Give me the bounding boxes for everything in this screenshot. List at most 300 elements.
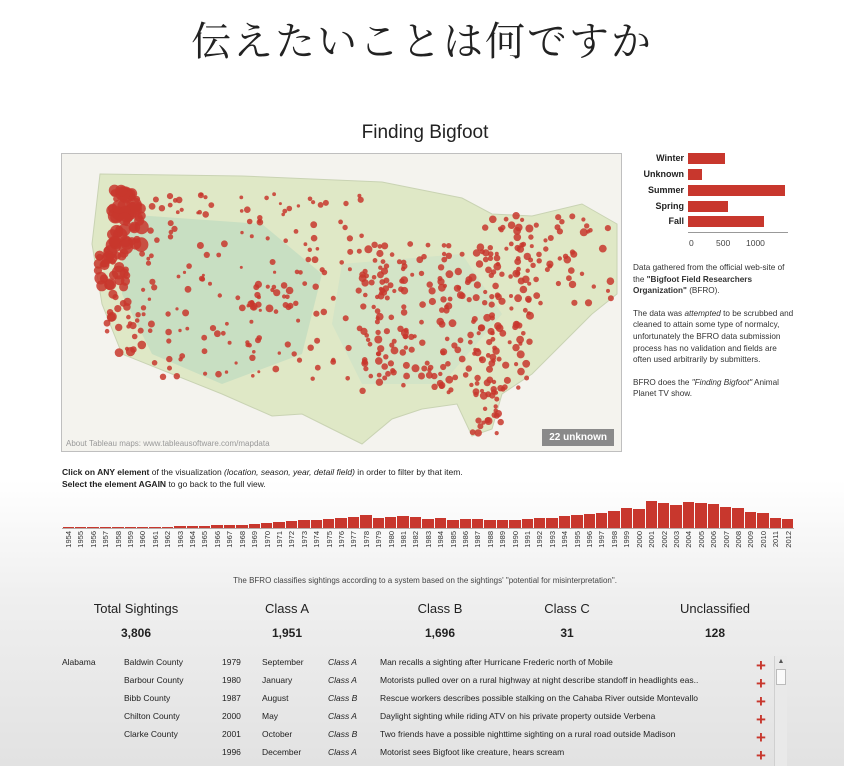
sighting-dot[interactable] (528, 258, 533, 263)
sighting-dot[interactable] (149, 279, 155, 285)
sighting-dot[interactable] (118, 212, 131, 225)
year-bar-1972[interactable] (286, 521, 297, 528)
sightings-map[interactable] (61, 153, 622, 452)
sighting-dot[interactable] (202, 211, 209, 218)
sighting-dot[interactable] (605, 225, 611, 231)
sighting-dot[interactable] (483, 407, 487, 411)
year-bar-2006[interactable] (708, 504, 719, 528)
sighting-dot[interactable] (182, 309, 189, 316)
sighting-dot[interactable] (272, 285, 277, 290)
sighting-dot[interactable] (494, 404, 498, 408)
sighting-dot[interactable] (363, 293, 368, 298)
sighting-dot[interactable] (348, 267, 352, 271)
sighting-dot[interactable] (558, 256, 562, 260)
sighting-dot[interactable] (165, 329, 172, 336)
sighting-dot[interactable] (273, 289, 280, 296)
season-label-spring[interactable]: Spring (655, 201, 684, 211)
sighting-dot[interactable] (483, 257, 489, 263)
sighting-dot[interactable] (534, 223, 539, 228)
sighting-dot[interactable] (521, 331, 526, 336)
sighting-dot[interactable] (419, 320, 424, 325)
sighting-dot[interactable] (523, 308, 528, 313)
year-bar-1990[interactable] (509, 520, 520, 528)
sighting-dot[interactable] (215, 371, 222, 378)
sighting-dot[interactable] (522, 360, 530, 368)
sighting-dot[interactable] (592, 284, 596, 288)
sighting-dot[interactable] (429, 287, 436, 294)
sighting-dot[interactable] (472, 351, 476, 355)
sighting-dot[interactable] (160, 374, 166, 380)
sighting-dot[interactable] (197, 210, 202, 215)
sighting-dot[interactable] (361, 360, 368, 367)
sighting-dot[interactable] (508, 340, 512, 344)
sighting-dot[interactable] (378, 244, 383, 249)
sighting-dot[interactable] (278, 351, 281, 354)
sighting-dot[interactable] (438, 264, 444, 270)
sighting-dot[interactable] (168, 220, 174, 226)
sighting-dot[interactable] (494, 409, 498, 413)
year-tick-label[interactable]: 1980 (386, 531, 396, 548)
table-row[interactable] (62, 747, 768, 765)
sighting-dot[interactable] (439, 384, 444, 389)
sighting-dot[interactable] (571, 300, 577, 306)
sighting-dot[interactable] (316, 247, 320, 251)
sighting-dot[interactable] (495, 294, 502, 301)
year-bar-1955[interactable] (75, 527, 86, 528)
year-bar-1975[interactable] (323, 519, 334, 528)
table-row[interactable] (62, 693, 768, 711)
sighting-dot[interactable] (442, 252, 446, 256)
year-bar-1967[interactable] (224, 525, 235, 528)
sighting-dot[interactable] (403, 373, 410, 380)
sighting-dot[interactable] (391, 369, 397, 375)
year-bar-1982[interactable] (410, 517, 421, 528)
sighting-dot[interactable] (512, 212, 519, 219)
sighting-dot[interactable] (165, 311, 170, 316)
sighting-dot[interactable] (306, 257, 312, 263)
sighting-dot[interactable] (379, 287, 383, 291)
sighting-dot[interactable] (457, 291, 464, 298)
sighting-dot[interactable] (537, 258, 542, 263)
sighting-dot[interactable] (168, 234, 173, 239)
sighting-dot[interactable] (270, 259, 276, 265)
sighting-dot[interactable] (135, 312, 140, 317)
year-tick-label[interactable]: 1975 (324, 531, 334, 548)
year-bar-2000[interactable] (633, 509, 644, 529)
sighting-dot[interactable] (492, 283, 499, 290)
year-bar-1973[interactable] (298, 520, 309, 528)
year-bar-1956[interactable] (87, 527, 98, 528)
cell-year[interactable]: 1987 (222, 693, 241, 703)
cell-year[interactable]: 2000 (222, 711, 241, 721)
sighting-dot[interactable] (494, 322, 502, 330)
year-bar-1966[interactable] (211, 525, 222, 528)
sighting-dot[interactable] (438, 276, 443, 281)
sighting-dot[interactable] (168, 203, 173, 208)
year-tick-label[interactable]: 1976 (336, 531, 346, 548)
sighting-dot[interactable] (174, 373, 180, 379)
sighting-dot[interactable] (383, 354, 388, 359)
year-tick-label[interactable]: 2007 (721, 531, 731, 548)
sighting-dot[interactable] (459, 356, 466, 363)
sighting-dot[interactable] (517, 368, 525, 376)
sighting-dot[interactable] (445, 376, 453, 384)
sighting-dot[interactable] (391, 347, 399, 355)
unknown-location-badge[interactable]: 22 unknown (542, 429, 614, 446)
sighting-dot[interactable] (439, 321, 446, 328)
sighting-dot[interactable] (282, 209, 287, 214)
sighting-dot[interactable] (473, 294, 480, 301)
sighting-dot[interactable] (404, 328, 409, 333)
sighting-dot[interactable] (378, 293, 385, 300)
sighting-dot[interactable] (478, 325, 485, 332)
sighting-dot[interactable] (392, 289, 396, 293)
sighting-dot[interactable] (451, 342, 457, 348)
sighting-dot[interactable] (272, 192, 276, 196)
sightings-table[interactable] (62, 657, 768, 765)
sighting-dot[interactable] (247, 304, 250, 307)
year-bar-2010[interactable] (757, 513, 768, 528)
year-tick-label[interactable]: 2012 (783, 531, 793, 548)
sighting-dot[interactable] (385, 371, 391, 377)
sighting-dot[interactable] (314, 338, 320, 344)
sighting-dot[interactable] (497, 357, 502, 362)
sighting-dot[interactable] (494, 397, 499, 402)
season-bar-unknown[interactable] (688, 169, 702, 180)
sighting-dot[interactable] (214, 330, 221, 337)
sighting-dot[interactable] (135, 220, 149, 234)
sighting-dot[interactable] (142, 312, 146, 316)
year-tick-label[interactable]: 1966 (212, 531, 222, 548)
sighting-dot[interactable] (401, 309, 408, 316)
sighting-dot[interactable] (218, 293, 222, 297)
sighting-dot[interactable] (401, 383, 406, 388)
year-bar-1963[interactable] (174, 526, 185, 528)
sighting-dot[interactable] (556, 281, 561, 286)
sighting-dot[interactable] (441, 257, 447, 263)
cell-county[interactable]: Barbour County (124, 675, 184, 685)
sighting-dot[interactable] (440, 348, 447, 355)
sighting-dot[interactable] (408, 334, 414, 340)
year-bar-1960[interactable] (137, 527, 148, 528)
sighting-dot[interactable] (250, 301, 255, 306)
sighting-dot[interactable] (489, 294, 494, 299)
year-tick-label[interactable]: 1999 (622, 531, 632, 548)
sighting-dot[interactable] (585, 299, 592, 306)
sighting-dot[interactable] (287, 206, 293, 212)
sighting-dot[interactable] (490, 331, 495, 336)
year-tick-label[interactable]: 1995 (572, 531, 582, 548)
year-bar-1962[interactable] (162, 527, 173, 528)
sighting-dot[interactable] (474, 375, 480, 381)
year-bar-2008[interactable] (732, 508, 743, 528)
sighting-dot[interactable] (185, 286, 192, 293)
sighting-dot[interactable] (445, 302, 452, 309)
year-tick-label[interactable]: 1970 (262, 531, 272, 548)
sighting-dot[interactable] (104, 247, 110, 253)
sighting-dot[interactable] (492, 347, 499, 354)
sighting-dot[interactable] (599, 245, 607, 253)
sighting-dot[interactable] (266, 236, 270, 240)
sighting-dot[interactable] (368, 342, 373, 347)
cell-description[interactable]: Motorist sees Bigfoot like creature, hears scream (380, 747, 565, 757)
stat-class-a[interactable] (217, 601, 357, 640)
sighting-dot[interactable] (410, 273, 414, 277)
sighting-dot[interactable] (403, 362, 410, 369)
sighting-dot[interactable] (272, 366, 279, 373)
sighting-dot[interactable] (485, 267, 492, 274)
sighting-dot[interactable] (381, 259, 386, 264)
sighting-dot[interactable] (308, 248, 312, 252)
season-label-unknown[interactable]: Unknown (643, 169, 684, 179)
sighting-dot[interactable] (606, 289, 610, 293)
year-bar-1958[interactable] (112, 527, 123, 528)
sighting-dot[interactable] (477, 331, 481, 335)
sighting-dot[interactable] (489, 393, 495, 399)
year-tick-label[interactable]: 1957 (101, 531, 111, 548)
sighting-dot[interactable] (221, 331, 226, 336)
sighting-dot[interactable] (240, 266, 243, 269)
sighting-dot[interactable] (185, 327, 189, 331)
sighting-dot[interactable] (358, 197, 364, 203)
cell-month[interactable]: January (262, 675, 293, 685)
sighting-dot[interactable] (274, 309, 279, 314)
year-tick-label[interactable]: 1959 (126, 531, 136, 548)
sighting-dot[interactable] (115, 348, 124, 357)
year-bar-1999[interactable] (621, 508, 632, 528)
sighting-dot[interactable] (315, 365, 321, 371)
sighting-dot[interactable] (509, 294, 513, 298)
year-tick-label[interactable]: 1971 (274, 531, 284, 548)
sighting-dot[interactable] (469, 383, 473, 387)
sighting-dot[interactable] (359, 388, 365, 394)
sighting-dot[interactable] (266, 285, 270, 289)
sighting-dot[interactable] (376, 379, 383, 386)
sighting-dot[interactable] (588, 228, 593, 233)
sighting-dot[interactable] (480, 249, 485, 254)
year-bar-1974[interactable] (311, 520, 322, 528)
sighting-dot[interactable] (141, 305, 146, 310)
year-tick-label[interactable]: 1962 (163, 531, 173, 548)
sighting-dot[interactable] (566, 275, 572, 281)
sighting-dot[interactable] (460, 252, 465, 257)
cell-year[interactable]: 1979 (222, 657, 241, 667)
sighting-dot[interactable] (235, 295, 240, 300)
sighting-dot[interactable] (357, 249, 362, 254)
year-tick-label[interactable]: 1990 (510, 531, 520, 548)
cell-county[interactable]: Baldwin County (124, 657, 184, 667)
sighting-dot[interactable] (479, 356, 486, 363)
sighting-dot[interactable] (138, 328, 144, 334)
cell-description[interactable]: Motorists pulled over on a rural highway at night describe standoff in headlights eas.. (380, 675, 699, 685)
sighting-dot[interactable] (107, 309, 114, 316)
year-tick-label[interactable]: 1984 (436, 531, 446, 548)
sighting-dot[interactable] (390, 252, 395, 257)
sighting-dot[interactable] (255, 302, 261, 308)
cell-year[interactable]: 1996 (222, 747, 241, 757)
sighting-dot[interactable] (559, 219, 564, 224)
sighting-dot[interactable] (343, 201, 348, 206)
year-tick-label[interactable]: 1982 (411, 531, 421, 548)
year-tick-label[interactable]: 1964 (188, 531, 198, 548)
year-bar-2001[interactable] (646, 501, 657, 528)
sighting-dot[interactable] (392, 339, 397, 344)
sighting-dot[interactable] (377, 373, 382, 378)
year-tick-label[interactable]: 1983 (423, 531, 433, 548)
sighting-dot[interactable] (472, 316, 478, 322)
year-tick-label[interactable]: 2001 (647, 531, 657, 548)
table-row[interactable] (62, 675, 768, 693)
year-tick-label[interactable]: 2005 (696, 531, 706, 548)
season-label-summer[interactable]: Summer (647, 185, 684, 195)
sighting-dot[interactable] (364, 245, 372, 253)
sighting-dot[interactable] (452, 375, 458, 381)
sighting-dot[interactable] (494, 255, 501, 262)
year-tick-label[interactable]: 1991 (523, 531, 533, 548)
sighting-dot[interactable] (412, 364, 420, 372)
sighting-dot[interactable] (557, 228, 563, 234)
sighting-dot[interactable] (486, 339, 492, 345)
sighting-dot[interactable] (418, 373, 425, 380)
year-tick-label[interactable]: 1981 (398, 531, 408, 548)
sighting-dot[interactable] (401, 304, 406, 309)
sighting-dot[interactable] (331, 296, 336, 301)
sighting-dot[interactable] (308, 197, 313, 202)
year-tick-label[interactable]: 1965 (200, 531, 210, 548)
sighting-dot[interactable] (489, 312, 495, 318)
sighting-dot[interactable] (151, 284, 157, 290)
sighting-dot[interactable] (581, 217, 585, 221)
sighting-dot[interactable] (383, 285, 390, 292)
year-bar-2011[interactable] (770, 518, 781, 528)
sighting-dot[interactable] (491, 358, 496, 363)
year-bar-1954[interactable] (63, 527, 74, 528)
year-bar-1988[interactable] (484, 520, 495, 528)
year-tick-label[interactable]: 1996 (585, 531, 595, 548)
sighting-dot[interactable] (360, 303, 366, 309)
year-bar-1980[interactable] (385, 517, 396, 528)
sighting-dot[interactable] (518, 342, 522, 346)
year-tick-label[interactable]: 2010 (758, 531, 768, 548)
sighting-dot[interactable] (221, 240, 228, 247)
sighting-dot[interactable] (509, 242, 514, 247)
sighting-dot[interactable] (484, 379, 491, 386)
sighting-dot[interactable] (239, 196, 243, 200)
sighting-dot[interactable] (512, 344, 519, 351)
sighting-dot[interactable] (518, 278, 525, 285)
sighting-dot[interactable] (504, 377, 511, 384)
season-bar-winter[interactable] (688, 153, 725, 164)
sighting-dot[interactable] (252, 350, 256, 354)
sighting-dot[interactable] (311, 235, 318, 242)
year-tick-label[interactable]: 2011 (771, 531, 781, 548)
sighting-dot[interactable] (318, 202, 324, 208)
year-bar-1991[interactable] (522, 519, 533, 528)
year-bar-1992[interactable] (534, 518, 545, 528)
sighting-dot[interactable] (515, 224, 523, 232)
year-tick-label[interactable]: 1978 (361, 531, 371, 548)
sighting-dot[interactable] (492, 412, 498, 418)
sighting-dot[interactable] (399, 278, 404, 283)
sighting-dot[interactable] (401, 287, 409, 295)
sighting-dot[interactable] (486, 366, 493, 373)
year-tick-label[interactable]: 2000 (634, 531, 644, 548)
year-tick-label[interactable]: 1956 (88, 531, 98, 548)
sighting-dot[interactable] (543, 238, 547, 242)
sighting-dot[interactable] (480, 392, 488, 400)
sighting-dot[interactable] (176, 210, 180, 214)
sighting-dot[interactable] (126, 315, 131, 320)
sighting-dot[interactable] (517, 350, 525, 358)
cell-county[interactable]: Clarke County (124, 729, 178, 739)
sighting-dot[interactable] (147, 227, 153, 233)
year-tick-label[interactable]: 2003 (671, 531, 681, 548)
sighting-dot[interactable] (266, 305, 274, 313)
sighting-dot[interactable] (312, 256, 319, 263)
sighting-dot[interactable] (339, 260, 344, 265)
sighting-dot[interactable] (509, 306, 513, 310)
sighting-dot[interactable] (292, 351, 297, 356)
sighting-dot[interactable] (105, 329, 110, 334)
sighting-dot[interactable] (381, 242, 388, 249)
year-bar-1979[interactable] (373, 518, 384, 528)
sighting-dot[interactable] (125, 347, 129, 351)
sighting-dot[interactable] (345, 376, 350, 381)
year-bar-1959[interactable] (125, 527, 136, 528)
cell-class[interactable]: Class A (328, 657, 357, 667)
sighting-dot[interactable] (295, 270, 300, 275)
sighting-dot[interactable] (366, 338, 370, 342)
sighting-dot[interactable] (421, 254, 427, 260)
sighting-dot[interactable] (250, 234, 254, 238)
sighting-dot[interactable] (525, 225, 533, 233)
sighting-dot[interactable] (421, 366, 427, 372)
sighting-dot[interactable] (104, 320, 111, 327)
sighting-dot[interactable] (148, 321, 155, 328)
sighting-dot[interactable] (249, 320, 253, 324)
sighting-dot[interactable] (311, 377, 315, 381)
sighting-dot[interactable] (371, 242, 377, 248)
sighting-dot[interactable] (255, 337, 261, 343)
season-bar-fall[interactable] (688, 216, 764, 227)
sighting-dot[interactable] (135, 318, 140, 323)
sighting-dot[interactable] (419, 340, 425, 346)
sighting-dot[interactable] (385, 296, 390, 301)
scroll-up-arrow-icon[interactable]: ▲ (777, 658, 785, 665)
sighting-dot[interactable] (381, 363, 388, 370)
stat-class-b[interactable] (370, 601, 510, 640)
cell-class[interactable]: Class A (328, 675, 357, 685)
sighting-dot[interactable] (516, 385, 520, 389)
sighting-dot[interactable] (225, 322, 229, 326)
sighting-dot[interactable] (313, 311, 319, 317)
sighting-dot[interactable] (538, 301, 543, 306)
sighting-dot[interactable] (470, 429, 476, 435)
sighting-dot[interactable] (285, 341, 291, 347)
cell-state[interactable]: Alabama (62, 657, 96, 667)
sighting-dot[interactable] (409, 347, 415, 353)
sighting-dot[interactable] (388, 360, 394, 366)
year-bar-1971[interactable] (273, 522, 284, 528)
sighting-dot[interactable] (373, 258, 378, 263)
sighting-dot[interactable] (526, 298, 531, 303)
sighting-dot[interactable] (208, 282, 212, 286)
sighting-dot[interactable] (119, 249, 128, 258)
sighting-dot[interactable] (180, 208, 184, 212)
table-row[interactable] (62, 729, 768, 747)
year-bar-1987[interactable] (472, 519, 483, 528)
sighting-dot[interactable] (297, 358, 302, 363)
